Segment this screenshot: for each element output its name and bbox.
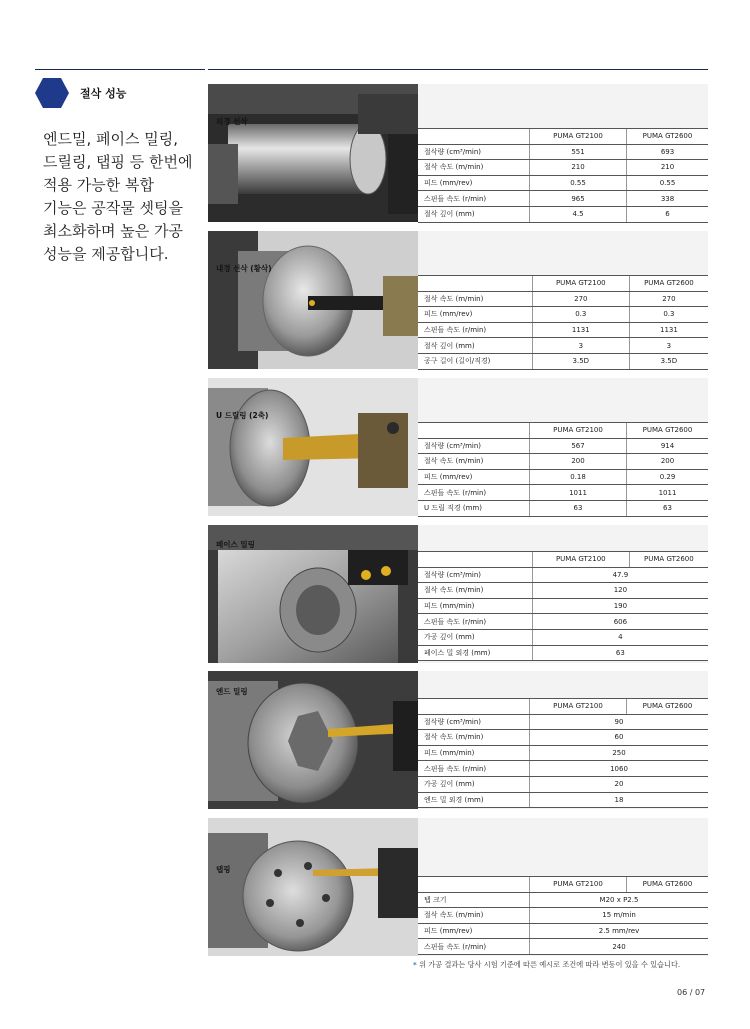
intro-line: 드릴링, 탭핑 등 한번에 xyxy=(43,153,193,171)
table-row xyxy=(418,714,708,730)
row-label: 피드 (mm/min) xyxy=(418,598,532,614)
row-label: 피드 (mm/rev) xyxy=(418,469,530,485)
intro-line: 기능은 공작물 셋팅을 xyxy=(43,199,183,217)
row-value: 3 xyxy=(532,338,629,354)
row-label: 피드 (mm/min) xyxy=(418,745,530,761)
model-header: PUMA GT2100 xyxy=(530,129,627,145)
hexagon-icon xyxy=(34,77,70,109)
row-value: M20 x P2.5 xyxy=(530,892,708,908)
table-header-row xyxy=(418,877,708,893)
row-label: 공구 길이 (길이/직경) xyxy=(418,353,532,369)
table-row xyxy=(418,761,708,777)
row-label: 스핀들 속도 (r/min) xyxy=(418,614,532,630)
table-row xyxy=(418,160,708,176)
row-value: 210 xyxy=(627,160,708,176)
row-value: 0.3 xyxy=(629,307,708,323)
table-row xyxy=(418,792,708,808)
row-value: 914 xyxy=(627,438,708,454)
row-value: 6 xyxy=(627,206,708,222)
intro-line: 성능을 제공합니다. xyxy=(43,245,169,263)
row-value: 567 xyxy=(530,438,627,454)
row-value: 0.18 xyxy=(530,469,627,485)
row-value: 1131 xyxy=(532,322,629,338)
panel-title: U 드릴링 (2축) xyxy=(216,411,269,420)
panel-title: 엔드 밀링 xyxy=(216,687,248,696)
row-label: 절삭 깊이 (mm) xyxy=(418,338,532,354)
row-value: 1011 xyxy=(627,485,708,501)
table-row xyxy=(418,629,708,645)
row-label: 스핀들 속도 (r/min) xyxy=(418,191,530,207)
table-header-row xyxy=(418,552,708,568)
row-label: 절삭 속도 (m/min) xyxy=(418,291,532,307)
table-row xyxy=(418,144,708,160)
row-label: 스핀들 속도 (r/min) xyxy=(418,761,530,777)
table-row xyxy=(418,745,708,761)
row-value: 0.29 xyxy=(627,469,708,485)
tapping-photo xyxy=(208,818,418,956)
row-label: U 드릴 직경 (mm) xyxy=(418,500,530,516)
model-header: PUMA GT2600 xyxy=(627,129,708,145)
model-header: PUMA GT2600 xyxy=(629,552,708,568)
table-header-row xyxy=(418,423,708,439)
row-value: 47.9 xyxy=(532,567,708,583)
table-row xyxy=(418,730,708,746)
panel-title: 페이스 밀링 xyxy=(216,540,255,549)
page-number: 06 / 07 xyxy=(677,988,706,997)
row-value: 210 xyxy=(530,160,627,176)
footnote-text: 위 가공 결과는 당사 시험 기준에 따른 예시로 조건에 따라 변동이 있을 수 있습니다. xyxy=(419,960,681,969)
panel-title: 내경 선삭 (황삭) xyxy=(216,264,272,273)
table-row xyxy=(418,175,708,191)
model-header: PUMA GT2600 xyxy=(629,276,708,292)
row-value: 338 xyxy=(627,191,708,207)
table-row xyxy=(418,645,708,661)
table-row xyxy=(418,939,708,955)
row-label: 절삭량 (cm³/min) xyxy=(418,714,530,730)
row-value: 63 xyxy=(627,500,708,516)
row-label: 가공 깊이 (mm) xyxy=(418,629,532,645)
row-value: 270 xyxy=(629,291,708,307)
id-turning-photo xyxy=(208,231,418,369)
row-value: 0.3 xyxy=(532,307,629,323)
table-row xyxy=(418,353,708,369)
row-label: 절삭 속도 (m/min) xyxy=(418,160,530,176)
row-value: 250 xyxy=(530,745,708,761)
row-value: 3 xyxy=(629,338,708,354)
row-label: 절삭 속도 (m/min) xyxy=(418,730,530,746)
table-row xyxy=(418,500,708,516)
row-value: 20 xyxy=(530,776,708,792)
spec-table-end-milling xyxy=(418,698,708,808)
spec-table-u-drilling xyxy=(418,422,708,517)
model-header: PUMA GT2600 xyxy=(627,877,708,893)
footnote xyxy=(413,960,680,970)
row-label: 스핀들 속도 (r/min) xyxy=(418,485,530,501)
row-label: 페이스 밀 외경 (mm) xyxy=(418,645,532,661)
row-value: 200 xyxy=(530,454,627,470)
panel-title: 외경 선삭 xyxy=(216,117,248,126)
row-value: 200 xyxy=(627,454,708,470)
table-row xyxy=(418,291,708,307)
row-label: 가공 깊이 (mm) xyxy=(418,776,530,792)
row-value: 0.55 xyxy=(627,175,708,191)
row-value: 60 xyxy=(530,730,708,746)
row-value: 90 xyxy=(530,714,708,730)
row-label: 피드 (mm/rev) xyxy=(418,175,530,191)
row-value: 270 xyxy=(532,291,629,307)
row-value: 0.55 xyxy=(530,175,627,191)
table-row xyxy=(418,908,708,924)
spec-table-od-turning xyxy=(418,128,708,223)
row-value: 63 xyxy=(530,500,627,516)
panel-title: 탭핑 xyxy=(216,865,231,874)
row-label: 피드 (mm/rev) xyxy=(418,923,530,939)
row-label: 절삭량 (cm³/min) xyxy=(418,438,530,454)
table-row xyxy=(418,923,708,939)
row-value: 4 xyxy=(532,629,708,645)
model-header: PUMA GT2600 xyxy=(627,423,708,439)
row-value: 606 xyxy=(532,614,708,630)
table-row xyxy=(418,206,708,222)
table-row xyxy=(418,485,708,501)
row-label: 절삭 속도 (m/min) xyxy=(418,583,532,599)
table-row xyxy=(418,614,708,630)
table-row xyxy=(418,583,708,599)
row-value: 240 xyxy=(530,939,708,955)
row-label: 절삭 속도 (m/min) xyxy=(418,454,530,470)
intro-line: 적용 가능한 복합 xyxy=(43,176,154,194)
model-header: PUMA GT2100 xyxy=(530,699,627,715)
table-row xyxy=(418,322,708,338)
row-value: 1131 xyxy=(629,322,708,338)
section-title: 절삭 성능 xyxy=(80,87,127,100)
model-header: PUMA GT2600 xyxy=(627,699,708,715)
table-row xyxy=(418,191,708,207)
spec-table-face-milling xyxy=(418,551,708,661)
row-label: 스핀들 속도 (r/min) xyxy=(418,322,532,338)
table-row xyxy=(418,892,708,908)
table-row xyxy=(418,454,708,470)
row-label: 절삭량 (cm³/min) xyxy=(418,144,530,160)
row-value: 2.5 mm/rev xyxy=(530,923,708,939)
spec-table-tapping xyxy=(418,876,708,955)
row-label: 절삭 속도 (m/min) xyxy=(418,908,530,924)
row-label: 절삭 깊이 (mm) xyxy=(418,206,530,222)
row-label: 피드 (mm/rev) xyxy=(418,307,532,323)
row-value: 3.5D xyxy=(629,353,708,369)
row-label: 탭 크기 xyxy=(418,892,530,908)
row-label: 절삭량 (cm³/min) xyxy=(418,567,532,583)
model-header: PUMA GT2100 xyxy=(530,423,627,439)
table-row xyxy=(418,469,708,485)
row-value: 551 xyxy=(530,144,627,160)
row-value: 693 xyxy=(627,144,708,160)
model-header: PUMA GT2100 xyxy=(532,276,629,292)
od-turning-photo xyxy=(208,84,418,222)
table-header-row xyxy=(418,699,708,715)
table-row xyxy=(418,338,708,354)
table-row xyxy=(418,438,708,454)
u-drilling-photo xyxy=(208,378,418,516)
spec-table-id-turning xyxy=(418,275,708,370)
table-header-row xyxy=(418,129,708,145)
model-header: PUMA GT2100 xyxy=(532,552,629,568)
top-rule-right xyxy=(208,69,708,70)
top-rule-left xyxy=(35,69,205,70)
table-row xyxy=(418,307,708,323)
table-row xyxy=(418,776,708,792)
row-value: 4.5 xyxy=(530,206,627,222)
intro-line: 최소화하며 높은 가공 xyxy=(43,222,183,240)
row-value: 1060 xyxy=(530,761,708,777)
table-row xyxy=(418,567,708,583)
row-value: 15 m/min xyxy=(530,908,708,924)
table-row xyxy=(418,598,708,614)
intro-line: 엔드밀, 페이스 밀링, xyxy=(43,130,178,148)
footnote-mark: * xyxy=(413,960,417,969)
row-value: 3.5D xyxy=(532,353,629,369)
intro-text xyxy=(43,128,203,266)
row-value: 63 xyxy=(532,645,708,661)
row-value: 965 xyxy=(530,191,627,207)
row-label: 엔드 밀 외경 (mm) xyxy=(418,792,530,808)
row-value: 120 xyxy=(532,583,708,599)
row-label: 스핀들 속도 (r/min) xyxy=(418,939,530,955)
row-value: 18 xyxy=(530,792,708,808)
row-value: 1011 xyxy=(530,485,627,501)
row-value: 190 xyxy=(532,598,708,614)
model-header: PUMA GT2100 xyxy=(530,877,627,893)
table-header-row xyxy=(418,276,708,292)
